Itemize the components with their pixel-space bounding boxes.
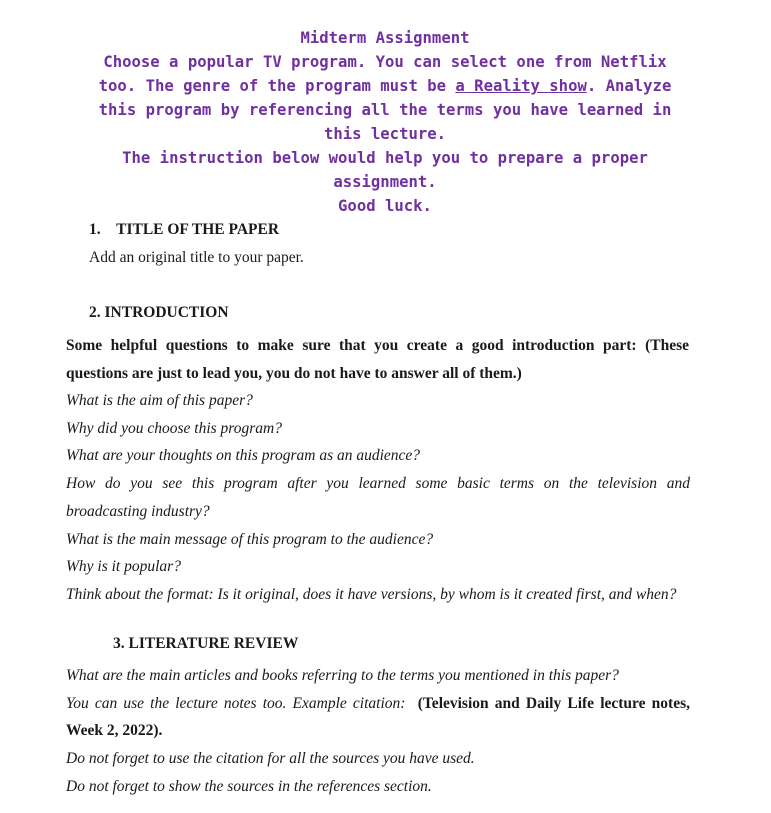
header-line-3: this program by referencing all the terms you have learned in [98,101,672,119]
header-line-5: The instruction below would help you to prepare a proper [122,149,648,167]
header-line-2 [40,74,730,98]
header-line-4: this lecture. [323,125,447,143]
header-line-2-start: too. The genre of the program must be [98,77,456,95]
citation-example-continued: Week 2, 2022). [66,722,163,740]
section-2-heading: 2. INTRODUCTION [89,304,229,321]
section-3-body [66,662,690,801]
section-1-number: 1. [89,221,101,238]
assignment-header [40,26,730,218]
header-line-2-end: . Analyze [586,77,672,95]
section-1-text: Add an original title to your paper. [89,249,304,266]
genre-underlined: a Reality show [455,77,587,95]
literature-line-2 [66,690,690,718]
section-3-heading: 3. LITERATURE REVIEW [113,635,299,652]
section-1-heading [89,221,279,239]
question-item: What is the aim of this paper? [66,392,253,409]
question-item: How do you see this program after you learned some basic terms on the television and [66,475,690,493]
question-item: Why is it popular? [66,558,181,576]
header-line-6: assignment. [333,173,437,191]
question-item: Why did you choose this program? [66,419,282,437]
section-2-lead-line-2: questions are just to lead you, you do not have to answer all of them.) [66,364,522,382]
question-item: What are your thoughts on this program as an audience? [66,447,421,465]
literature-line-2-italic: You can use the lecture notes too. Example citation: [66,694,406,712]
header-line-7: Good luck. [338,197,432,215]
question-item: Think about the format: Is it original, does it have versions, by whom is it created first, and when? [66,585,677,603]
question-item: broadcasting industry? [66,502,210,520]
header-title: Midterm Assignment [300,29,470,47]
literature-line-5: Do not forget to show the sources in the references section. [66,777,432,795]
question-item: What is the main message of this program to the audience? [66,530,434,548]
section-2-questions [66,387,690,609]
literature-line-4: Do not forget to use the citation for all the sources you have used. [66,750,475,768]
citation-example: (Television and Daily Life lecture notes, [417,694,690,712]
section-1-title: TITLE OF THE PAPER [116,221,280,238]
header-line-1: Choose a popular TV program. You can select one from Netflix [103,53,667,71]
section-2-lead [66,332,689,387]
literature-line-1: What are the main articles and books referring to the terms you mentioned in this paper? [66,667,619,684]
section-2-lead-line-1: Some helpful questions to make sure that you create a good introduction part: (These [66,337,689,354]
